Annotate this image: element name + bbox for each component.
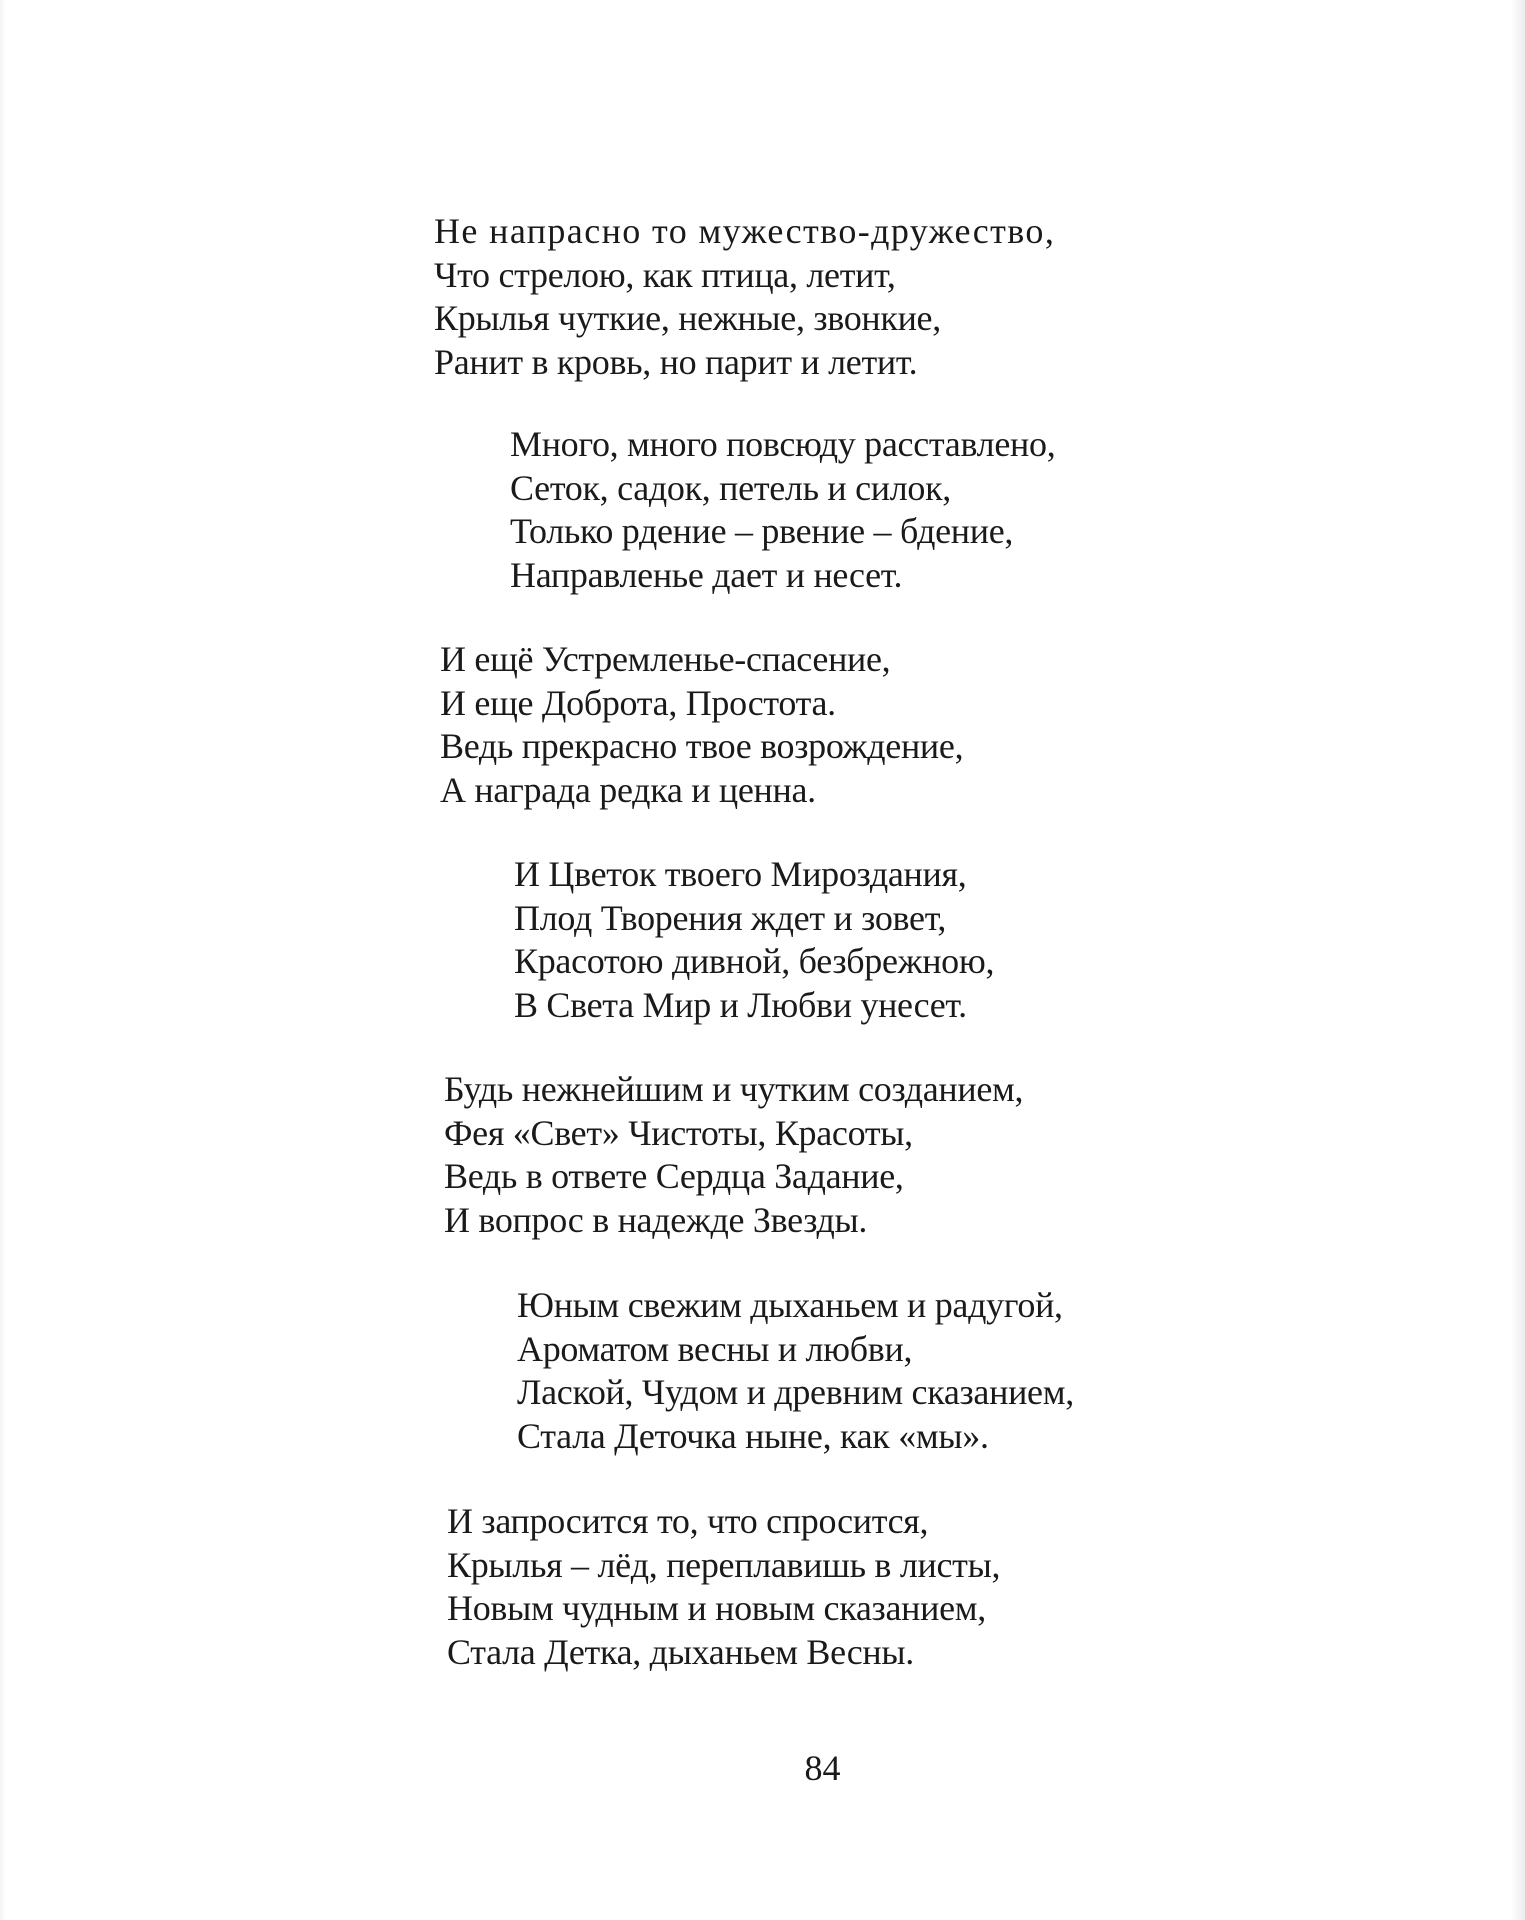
poem-line: Только рдение – рвение – бдение, <box>510 511 1014 551</box>
poem-line: Направленье дает и несет. <box>510 554 903 595</box>
stanza-3 <box>440 638 963 812</box>
poem-line: Ведь прекрасно твое возрождение, <box>440 726 964 766</box>
poem-line: Плод Творения ждет и зовет, <box>514 897 947 938</box>
stanza-2 <box>510 423 1055 597</box>
poem-line: Ведь в ответе Сердца Задание, <box>444 1156 904 1196</box>
poem-line: В Света Мир и Любви унесет. <box>514 984 967 1025</box>
poem-line: А награда редка и ценна. <box>440 769 816 810</box>
poem-line: Крылья – лёд, переплавишь в листы, <box>447 1544 1001 1585</box>
poem-line: И ещё Устремленье-спасение, <box>440 639 891 679</box>
poem-line: Много, много повсюду расставлено, <box>510 424 1056 464</box>
poem-line: Стала Деточка ныне, как «мы». <box>517 1415 989 1456</box>
poem-line: Фея «Свет» Чистоты, Красоты, <box>444 1112 913 1153</box>
poem-line: И еще Доброта, Простота. <box>440 682 836 723</box>
poem-line: Стала Детка, дыханьем Весны. <box>447 1631 914 1672</box>
stanza-7 <box>447 1500 1000 1674</box>
poem-line: Ароматом весны и любви, <box>517 1328 913 1369</box>
poem-line: Красотою дивной, безбрежною, <box>514 941 995 981</box>
poem-line: Что стрелою, как птица, летит, <box>434 254 896 295</box>
poem-line: Юным свежим дыханьем и радугой, <box>517 1285 1063 1325</box>
poem-line: Крылья чуткие, нежные, звонкие, <box>434 298 941 338</box>
stanza-6 <box>517 1284 1074 1458</box>
poem-line: И Цветок твоего Мироздания, <box>514 854 967 894</box>
page-number: 84 <box>804 1748 841 1788</box>
poem-line: Не напрасно то мужество-дружество, <box>434 211 1056 251</box>
poem-line: Сеток, садок, петель и силок, <box>510 467 951 508</box>
stanza-4 <box>514 853 994 1027</box>
poem-line: Будь нежнейшим и чутким созданием, <box>444 1069 1024 1109</box>
poem-line: И запросится то, что спросится, <box>447 1501 929 1541</box>
stanza-5 <box>444 1068 1023 1242</box>
scan-edge-left <box>0 0 6 1920</box>
stanza-1 <box>434 210 1055 384</box>
scan-edge-right <box>1511 0 1525 1920</box>
poem-line: И вопрос в надежде Звезды. <box>444 1199 868 1240</box>
poem-line: Лаской, Чудом и древним сказанием, <box>517 1372 1074 1412</box>
poem-line: Ранит в кровь, но парит и летит. <box>434 341 918 382</box>
poem-line: Новым чудным и новым сказанием, <box>447 1588 986 1628</box>
